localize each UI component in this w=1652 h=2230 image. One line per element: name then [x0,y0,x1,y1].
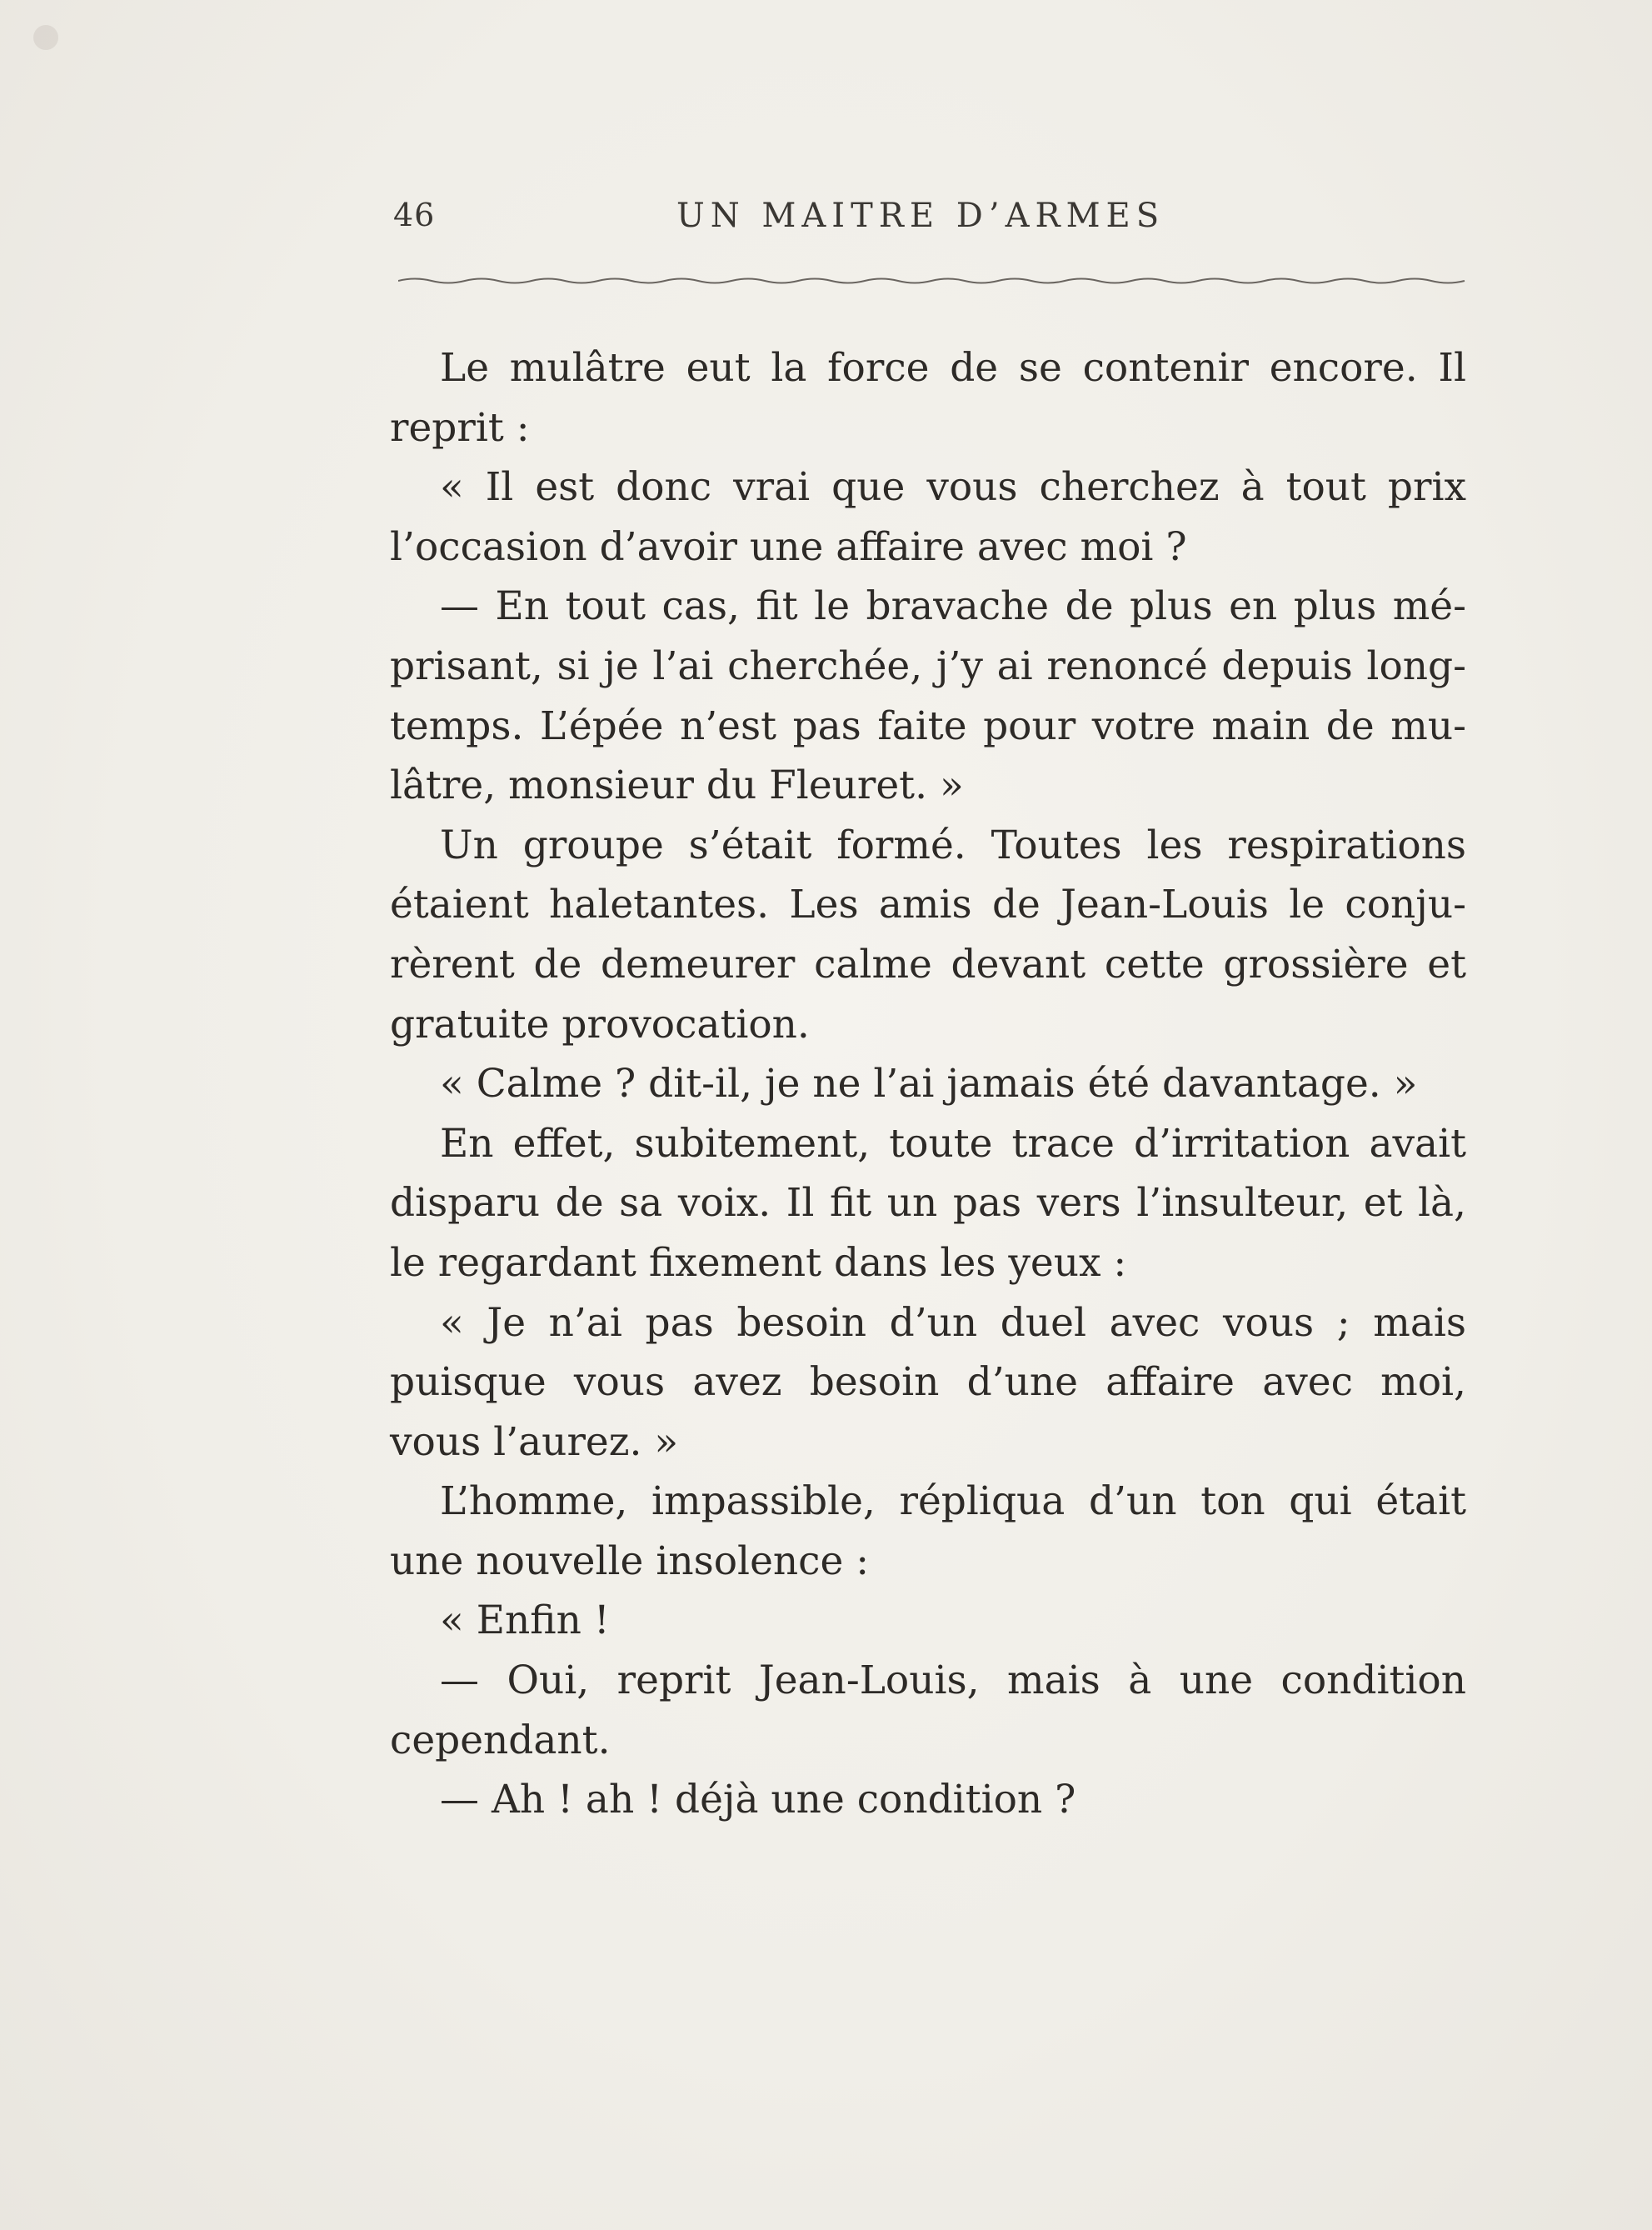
text-line: « Je n’ai pas besoin d’un duel avec vous ; mais [440,1299,1466,1346]
text-line: reprit : [390,404,530,451]
text-line: Le mulâtre eut la force de se contenir encore. Il [440,345,1466,391]
text-line: lâtre, monsieur du Fleuret. » [390,762,964,809]
text-line: — Ah ! ah ! déjà une condition ? [440,1777,1076,1823]
text-line: vous l’aurez. » [390,1418,679,1465]
text-line: « Il est donc vrai que vous cherchez à tout prix [440,464,1466,511]
text-line: gratuite provocation. [390,1001,810,1048]
text-line: puisque vous avez besoin d’une affaire avec moi, [390,1359,1466,1406]
text-line: — En tout cas, fit le bravache de plus en plus mé- [440,583,1466,630]
text-line: une nouvelle insolence : [390,1538,870,1584]
text-line: prisant, si je l’ai cherchée, j’y ai renoncé depuis long- [390,642,1466,689]
text-line: le regardant fixement dans les yeux : [390,1239,1127,1286]
text-line: « Calme ? dit-il, je ne l’ai jamais été davantage. » [440,1061,1418,1108]
text-line: « Enfin ! [440,1598,610,1644]
text-line: En effet, subitement, toute trace d’irritation avait [440,1120,1466,1167]
body-text [390,338,1466,1830]
paper-stain [33,25,58,50]
text-line: temps. L’épée n’est pas faite pour votre main de mu- [390,702,1466,749]
running-title: UN MAITRE D’ARMES [676,197,1165,235]
text-line: — Oui, reprit Jean-Louis, mais à une condition [440,1658,1466,1704]
page-header [393,197,1468,247]
text-line: cependant. [390,1717,611,1763]
text-line: Un groupe s’était formé. Toutes les respirations [440,822,1466,868]
text-line: l’occasion d’avoir une affaire avec moi ? [390,523,1187,570]
text-line: étaient haletantes. Les amis de Jean-Louis le conju- [390,882,1466,928]
header-rule [398,275,1473,287]
text-line: rèrent de demeurer calme devant cette grossière et [390,941,1466,988]
page-number: 46 [393,197,436,233]
text-line: L’homme, impassible, répliqua d’un ton qui était [440,1478,1466,1525]
text-line: disparu de sa voix. Il fit un pas vers l’insulteur, et là, [390,1180,1466,1227]
